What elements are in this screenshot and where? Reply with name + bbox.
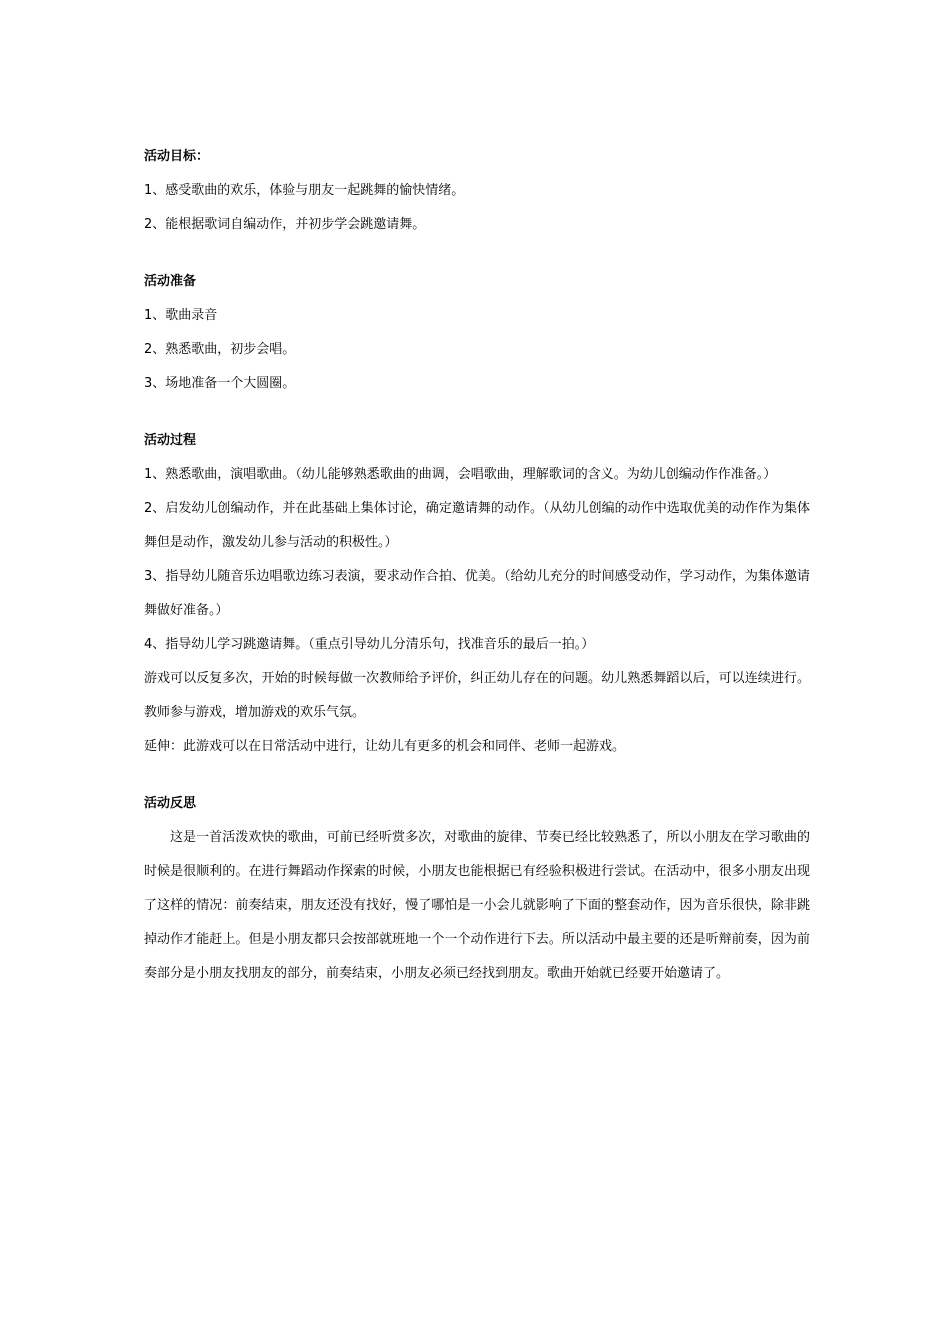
- list-item: 游戏可以反复多次，开始的时候每做一次教师给予评价，纠正幼儿存在的问题。幼儿熟悉舞蹈以后，可以连续进行。教师参与游戏，增加游戏的欢乐气氛。: [144, 671, 810, 720]
- list-item: 3、指导幼儿随音乐边唱歌边练习表演，要求动作合拍、优美。（给幼儿充分的时间感受动作，学习动作，为集体邀请舞做好准备。）: [144, 569, 810, 618]
- section-heading: 活动过程: [144, 433, 197, 448]
- document-page: [144, 140, 810, 1014]
- section-heading: 活动目标：: [144, 149, 210, 164]
- list-item: 2、熟悉歌曲，初步会唱。: [144, 342, 296, 357]
- list-item: 1、熟悉歌曲，演唱歌曲。（幼儿能够熟悉歌曲的曲调，会唱歌曲，理解歌词的含义。为幼儿创编动作作准备。）: [144, 467, 777, 482]
- section-preparation: [144, 265, 810, 401]
- list-item: 延伸：此游戏可以在日常活动中进行，让幼儿有更多的机会和同伴、老师一起游戏。: [144, 739, 626, 754]
- list-item: 1、感受歌曲的欢乐，体验与朋友一起跳舞的愉快情绪。: [144, 183, 465, 198]
- section-process: [144, 424, 810, 764]
- section-heading: 活动准备: [144, 274, 197, 289]
- section-reflection: [144, 787, 810, 991]
- list-item: 2、启发幼儿创编动作，并在此基础上集体讨论，确定邀请舞的动作。（从幼儿创编的动作中选取优美的动作作为集体舞但是动作，激发幼儿参与活动的积极性。）: [144, 501, 810, 550]
- list-item: 1、歌曲录音: [144, 308, 218, 323]
- section-heading: 活动反思: [144, 796, 197, 811]
- list-item: 3、场地准备一个大圆圈。: [144, 376, 296, 391]
- reflection-paragraph: 这是一首活泼欢快的歌曲，可前已经听赏多次，对歌曲的旋律、节奏已经比较熟悉了，所以小朋友在学习歌曲的时候是很顺利的。在进行舞蹈动作探索的时候，小朋友也能根据已有经验积极进行尝试。在活动中，很多小朋友出现了这样的情况：前奏结束，朋友还没有找好，慢了哪怕是一小会儿就影响了下面的整套动作，因为音乐很快，除非跳掉动作才能赶上。但是小朋友都只会按部就班地一个一个动作进行下去。所以活动中最主要的还是听辩前奏，因为前奏部分是小朋友找朋友的部分，前奏结束，小朋友必须已经找到朋友。歌曲开始就已经要开始邀请了。: [144, 830, 810, 981]
- section-goals: [144, 140, 810, 242]
- list-item: 2、能根据歌词自编动作，并初步学会跳邀请舞。: [144, 217, 426, 232]
- list-item: 4、指导幼儿学习跳邀请舞。（重点引导幼儿分清乐句，找准音乐的最后一拍。）: [144, 637, 595, 652]
